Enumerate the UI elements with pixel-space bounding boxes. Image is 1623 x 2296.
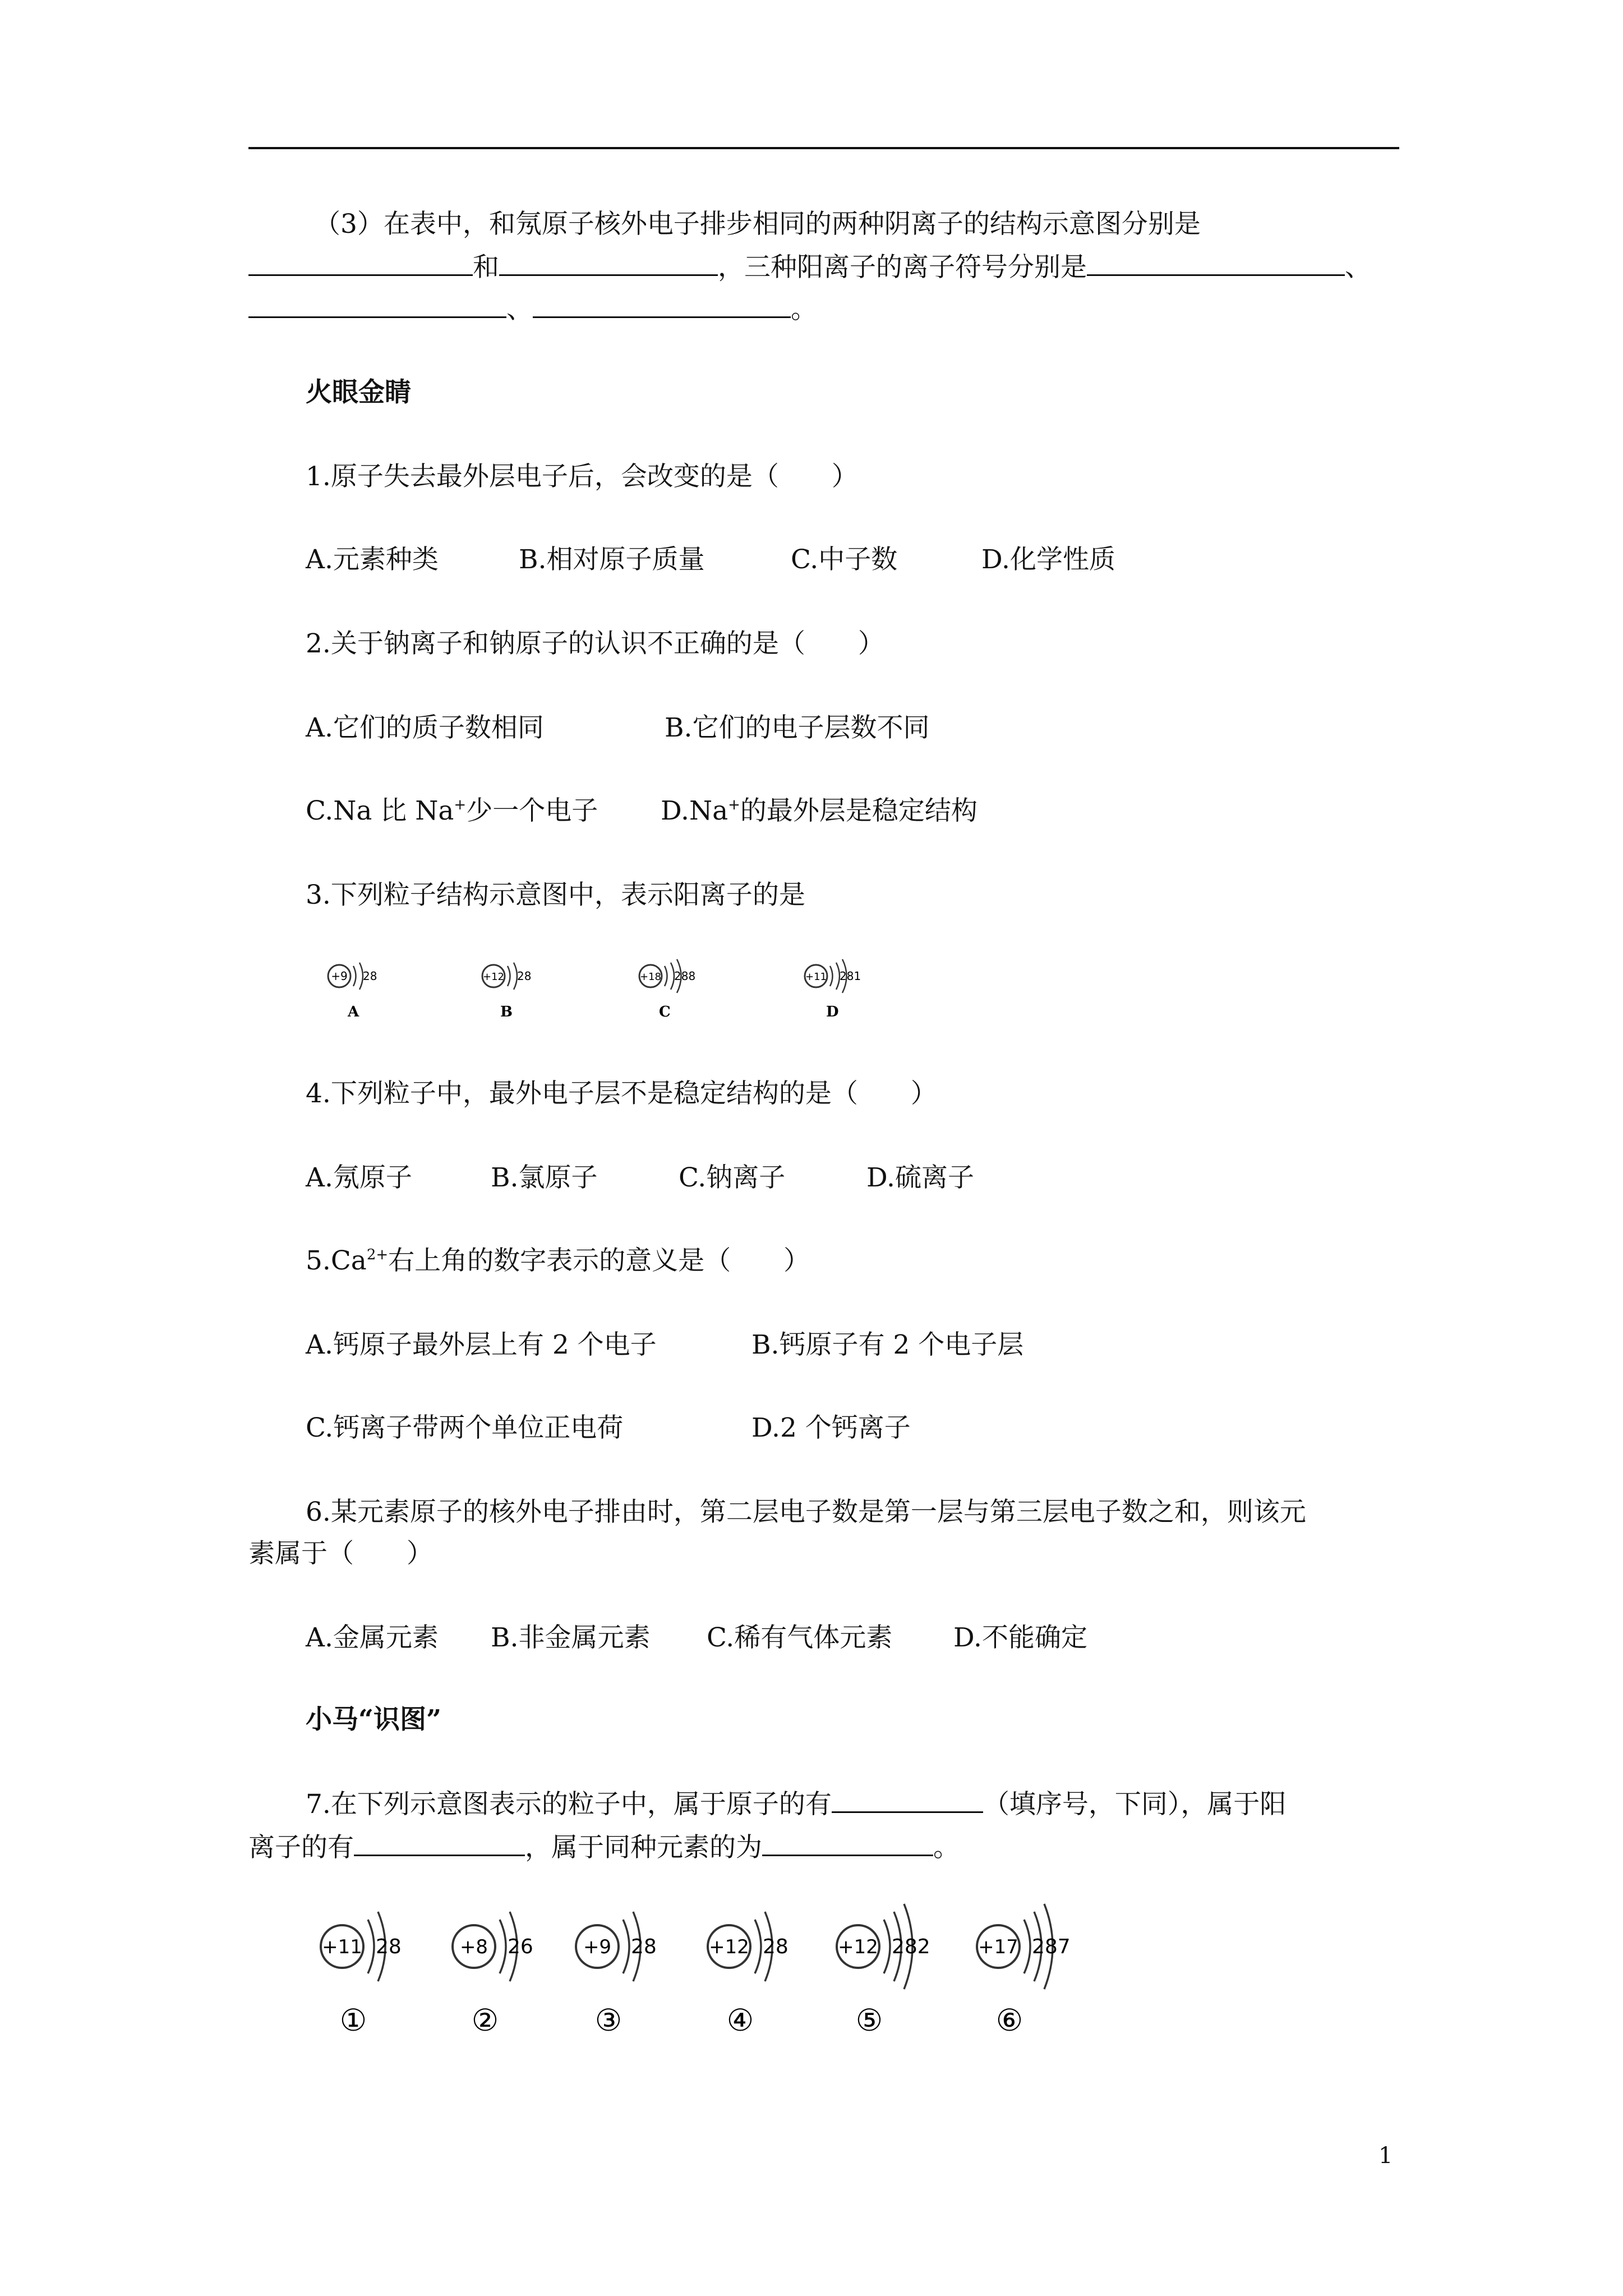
q5-stem-pre: 5.Ca <box>306 1245 367 1276</box>
q2-c-sup: + <box>454 797 467 813</box>
q7-diagram-nucleus: +9 <box>583 1936 612 1958</box>
electron-shell-arc <box>368 1920 374 1973</box>
q7-diagram-label: ③ <box>594 2003 623 2038</box>
q2-stem: 2.关于钠离子和钠原子的认识不正确的是（ ） <box>306 628 884 659</box>
q1-option-b[interactable]: B.相对原子质量 <box>519 544 705 575</box>
q7-diagram-3[interactable] <box>569 1896 681 2044</box>
q3b-diagram-a[interactable] <box>322 954 401 1029</box>
q3b-diagram-d[interactable] <box>799 954 889 1029</box>
q7-diagram-nucleus: +17 <box>978 1936 1018 1958</box>
q3-line2 <box>248 250 1371 284</box>
blank-cation-2[interactable] <box>248 292 506 318</box>
q3-lead-text: （3）在表中，和氖原子核外电子排步相同的两种阴离子的结构示意图分别是 <box>314 209 1201 240</box>
q5-option-b[interactable]: B.钙原子有 2 个电子层 <box>751 1329 1024 1360</box>
blank-same-element[interactable] <box>762 1830 933 1856</box>
q6-option-a[interactable]: A.金属元素 <box>306 1622 439 1653</box>
q1-stem: 1.原子失去最外层电子后，会改变的是（ ） <box>306 461 858 492</box>
q4-option-a[interactable]: A.氖原子 <box>306 1162 412 1193</box>
q2-c-pre: C.Na 比 Na <box>306 795 454 826</box>
q7-diagram-6[interactable] <box>970 1896 1082 2044</box>
q3b-diagram-b[interactable] <box>477 954 555 1029</box>
q7-diagram-nucleus: +8 <box>459 1936 488 1958</box>
electron-shell-arc <box>755 1920 761 1973</box>
q6-option-b[interactable]: B.非金属元素 <box>491 1622 651 1653</box>
q2-option-c[interactable] <box>306 794 598 828</box>
blank-atoms[interactable] <box>832 1787 983 1813</box>
q3-sep2: 、 <box>506 294 533 325</box>
electron-shell-arc <box>500 1920 506 1973</box>
q4-option-b[interactable]: B.氯原子 <box>491 1162 598 1193</box>
electron-shell-arc <box>623 1920 629 1973</box>
q7-diagram-shells: 28 <box>376 1935 402 1958</box>
q7-line1-pre: 7.在下列示意图表示的粒子中，属于原子的有 <box>306 1789 832 1820</box>
q5-option-d[interactable]: D.2 个钙离子 <box>751 1412 911 1443</box>
q5-stem <box>306 1244 810 1278</box>
q6-option-c[interactable]: C.稀有气体元素 <box>707 1622 893 1653</box>
q7-diagram-shells: 28 <box>763 1935 789 1958</box>
q7-diagram-shells: 28 <box>631 1935 657 1958</box>
q3b-b-shells: 28 <box>517 969 532 983</box>
blank-anion-1[interactable] <box>248 250 473 276</box>
electron-shell-arc <box>884 1920 890 1973</box>
q5-option-a[interactable]: A.钙原子最外层上有 2 个电子 <box>306 1329 657 1360</box>
q3b-d-shells: 281 <box>840 969 861 983</box>
q7-diagram-label: ⑤ <box>855 2003 883 2038</box>
q2-option-a[interactable]: A.它们的质子数相同 <box>306 712 544 743</box>
q3b-a-nucleus: +9 <box>331 969 348 983</box>
q7-diagram-4[interactable] <box>701 1896 813 2044</box>
q3b-d-label: D <box>826 1004 839 1020</box>
q3-sep1: 、 <box>1345 252 1371 283</box>
q7-line1-post: （填序号，下同），属于阳 <box>983 1789 1287 1820</box>
section-title-2: 小马“识图” <box>306 1704 442 1735</box>
q2-option-d[interactable] <box>661 794 978 828</box>
q2-d-sup: + <box>728 797 740 813</box>
q3b-a-shells: 28 <box>363 969 377 983</box>
q7-line2-pre: 离子的有 <box>248 1832 354 1863</box>
q5-stem-sup: 2+ <box>366 1246 389 1263</box>
q7-diagram-1[interactable] <box>314 1896 426 2044</box>
q3-mid-text: ，三种阳离子的离子符号分别是 <box>718 252 1087 283</box>
q5-option-c[interactable]: C.钙离子带两个单位正电荷 <box>306 1412 624 1443</box>
q3b-b-label: B <box>500 1004 513 1020</box>
header-rule <box>248 147 1399 149</box>
page-number: 1 <box>1378 2143 1393 2169</box>
q3-line3 <box>248 292 817 326</box>
q6-stem-line2: 素属于（ ） <box>248 1538 433 1569</box>
q4-option-c[interactable]: C.钠离子 <box>679 1162 786 1193</box>
section-title-1: 火眼金睛 <box>306 377 411 408</box>
q6-option-d[interactable]: D.不能确定 <box>953 1622 1087 1653</box>
q7-line2-mid: ，属于同种元素的为 <box>525 1832 762 1863</box>
q7-diagram-shells: 282 <box>892 1935 930 1958</box>
q7-diagram-label: ④ <box>726 2003 754 2038</box>
q3b-c-label: C <box>659 1004 671 1020</box>
q7-diagram-2[interactable] <box>446 1896 558 2044</box>
q3-end: 。 <box>791 294 817 325</box>
q3b-c-shells: 288 <box>674 969 696 983</box>
q6-stem-line1: 6.某元素原子的核外电子排由时，第二层电子数是第一层与第三层电子数之和，则该元 <box>306 1497 1306 1527</box>
q2-d-pre: D.Na <box>661 795 728 826</box>
q1-option-a[interactable]: A.元素种类 <box>306 544 439 575</box>
q3b-diagram-c[interactable] <box>634 954 723 1029</box>
q2-option-b[interactable]: B.它们的电子层数不同 <box>665 712 930 743</box>
q3-and-text: 和 <box>473 252 499 283</box>
q7-line2 <box>248 1830 960 1865</box>
blank-cations[interactable] <box>354 1830 525 1856</box>
q5-stem-post: 右上角的数字表示的意义是（ ） <box>388 1245 810 1276</box>
q7-diagram-5[interactable] <box>830 1896 942 2044</box>
blank-cation-3[interactable] <box>533 292 791 318</box>
q7-line1 <box>306 1787 1286 1821</box>
q3b-stem: 3.下列粒子结构示意图中，表示阳离子的是 <box>306 880 805 910</box>
q7-diagram-label: ② <box>471 2003 499 2038</box>
q7-line2-end: 。 <box>933 1832 960 1863</box>
q2-c-post: 少一个电子 <box>466 795 598 826</box>
blank-cation-1[interactable] <box>1087 250 1345 276</box>
q7-diagram-label: ⑥ <box>995 2003 1023 2038</box>
q7-diagram-shells: 26 <box>508 1935 533 1958</box>
q4-option-d[interactable]: D.硫离子 <box>866 1162 974 1193</box>
blank-anion-2[interactable] <box>499 250 718 276</box>
q7-diagram-label: ① <box>339 2003 367 2038</box>
q1-option-c[interactable]: C.中子数 <box>791 544 898 575</box>
q3b-b-nucleus: +12 <box>483 971 504 983</box>
q3b-a-label: A <box>348 1004 359 1020</box>
q3-line1 <box>314 208 1201 241</box>
q7-diagram-nucleus: +12 <box>709 1936 749 1958</box>
q7-diagram-nucleus: +12 <box>838 1936 878 1958</box>
q3b-c-nucleus: +18 <box>640 971 661 983</box>
q4-stem: 4.下列粒子中，最外电子层不是稳定结构的是（ ） <box>306 1078 937 1109</box>
q2-d-post: 的最外层是稳定结构 <box>740 795 978 826</box>
electron-shell-arc <box>1024 1920 1030 1973</box>
q3b-d-nucleus: +11 <box>805 971 827 983</box>
q7-diagram-shells: 287 <box>1032 1935 1071 1958</box>
q7-diagram-nucleus: +11 <box>322 1936 362 1958</box>
q1-option-d[interactable]: D.化学性质 <box>981 544 1115 575</box>
